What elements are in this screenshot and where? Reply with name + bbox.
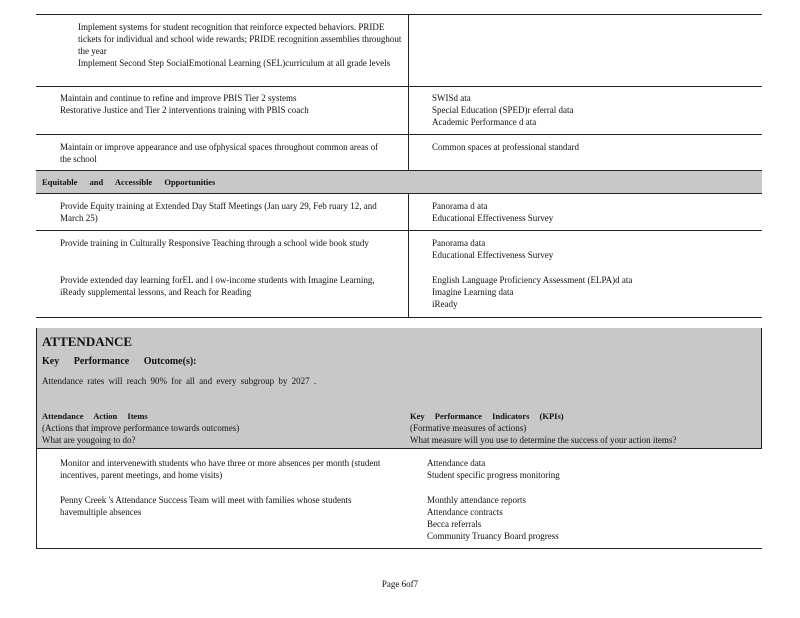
right-heading-title: Key Performance Indicators (KPIs): [410, 411, 564, 421]
list-item: Special Education (SPED)r eferral data: [414, 104, 754, 116]
table-top-border: [36, 14, 762, 15]
bullet-icon: [414, 274, 426, 286]
list-item: Provide Equity training at Extended Day Staff Meetings (Jan uary 29, Feb ruary 12, and March 25): [42, 200, 377, 224]
list-item: Common spaces at professional standard: [414, 141, 754, 153]
bullet-icon: [42, 141, 54, 153]
bullet-icon: [414, 249, 426, 261]
list-item: iReady: [414, 298, 754, 310]
row-2-left: [42, 141, 382, 165]
bullet-icon: [414, 286, 426, 298]
bullet-icon: [414, 141, 426, 153]
list-item: Panorama data: [414, 237, 754, 249]
list-item: Educational Effectiveness Survey: [414, 212, 754, 224]
list-item: Student specific progress monitoring: [409, 469, 754, 481]
left-heading-question: What are yougoing to do?: [42, 435, 136, 445]
section-title: ATTENDANCE: [42, 334, 133, 349]
attendance-left-heading: [42, 410, 402, 446]
bullet-icon: [414, 92, 426, 104]
attendance-right-border: [761, 328, 762, 448]
right-heading-subtitle: (Formative measures of actions): [410, 423, 527, 433]
list-item: Provide training in Culturally Responsive Teaching through a school wide book study: [42, 237, 387, 249]
row-2-right: [414, 141, 754, 153]
equity-row-1-left: [42, 200, 377, 224]
bullet-icon: [409, 494, 421, 506]
bullet-icon: [42, 92, 54, 104]
page-footer: Page 6of7: [381, 579, 419, 589]
equity-row-3-right: [414, 274, 754, 310]
row-1-right: [414, 92, 754, 128]
list-item: Imagine Learning data: [414, 286, 754, 298]
list-item: Panorama d ata: [414, 200, 754, 212]
attendance-left-border: [36, 328, 37, 548]
list-item: Educational Effectiveness Survey: [414, 249, 754, 261]
equity-row-2-right: [414, 237, 754, 261]
list-item: Attendance data: [409, 457, 754, 469]
equity-row-1-right: [414, 200, 754, 224]
list-item: Maintain and continue to refine and improve PBIS Tier 2 systems: [42, 92, 402, 104]
bullet-icon: [60, 21, 72, 33]
bullet-icon: [409, 518, 421, 530]
list-item: Penny Creek 's Attendance Success Team will meet with families whose students havemultiple absences: [42, 494, 377, 518]
list-item: Restorative Justice and Tier 2 interventions training with PBIS coach: [42, 104, 402, 116]
list-item: Monthly attendance reports: [409, 494, 754, 506]
attendance-action-2: [42, 494, 377, 518]
list-item: Community Truancy Board progress: [409, 530, 754, 542]
attendance-kpi-group-2: [409, 494, 754, 542]
list-item: Attendance contracts: [409, 506, 754, 518]
list-item: Becca referrals: [409, 518, 754, 530]
row-1-left: [42, 92, 402, 116]
bullet-icon: [42, 457, 54, 469]
row-divider: [36, 134, 762, 135]
kpo-text: Attendance rates will reach 90% for all and every subgroup by 2027 .: [42, 376, 317, 386]
list-item: Academic Performance d ata: [414, 116, 754, 128]
top-block-left: [60, 21, 405, 69]
attendance-kpi-group-1: [409, 457, 754, 481]
bullet-icon: [414, 116, 426, 128]
list-item: English Language Proficiency Assessment (ELPA)d ata: [414, 274, 754, 286]
bullet-icon: [409, 457, 421, 469]
attendance-header-divider: [36, 448, 762, 449]
left-heading-title: Attendance Action Items: [42, 411, 148, 421]
bullet-icon: [414, 237, 426, 249]
table-bottom-border: [36, 317, 762, 318]
list-item: SWISd ata: [414, 92, 754, 104]
left-heading-subtitle: (Actions that improve performance towards outcomes): [42, 423, 240, 433]
bullet-icon: [60, 57, 72, 69]
table-column-divider: [408, 14, 409, 318]
row-divider: [36, 193, 762, 194]
equity-row-2-left: [42, 237, 387, 249]
bullet-icon: [414, 200, 426, 212]
bullet-icon: [414, 104, 426, 116]
bullet-icon: [409, 530, 421, 542]
row-divider: [36, 230, 762, 231]
list-item: Implement Second Step SocialEmotional Learning (SEL)curriculum at all grade levels: [60, 57, 405, 69]
right-heading-question: What measure will you use to determine the success of your action items?: [410, 435, 677, 445]
attendance-action-1: [42, 457, 387, 481]
bullet-icon: [42, 200, 54, 212]
row-divider: [36, 86, 762, 87]
list-item: Maintain or improve appearance and use ofphysical spaces throughout common areas of the school: [42, 141, 382, 165]
list-item: Monitor and intervenewith students who have three or more absences per month (student incentives, parent meetings, and home visits): [42, 457, 387, 481]
bullet-icon: [42, 104, 54, 116]
equity-row-3-left: [42, 274, 402, 298]
attendance-right-heading: [410, 410, 760, 446]
kpo-label: Key Performance Outcome(s):: [42, 356, 197, 367]
attendance-bottom-border: [36, 548, 762, 549]
list-item: Provide extended day learning forEL and l ow-income students with Imagine Learning, iReady supplemental lessons, and Reach for Reading: [42, 274, 402, 298]
bullet-icon: [42, 274, 54, 286]
bullet-icon: [409, 469, 421, 481]
bullet-icon: [414, 298, 426, 310]
bullet-icon: [42, 237, 54, 249]
bullet-icon: [409, 506, 421, 518]
section-heading: Equitable and Accessible Opportunities: [42, 177, 216, 187]
bullet-icon: [414, 212, 426, 224]
list-item: Implement systems for student recognition that reinforce expected behaviors. PRIDE tickets for individual and school wide rewards; PRIDE recognition assemblies throughout the year: [60, 21, 405, 57]
bullet-icon: [42, 494, 54, 506]
